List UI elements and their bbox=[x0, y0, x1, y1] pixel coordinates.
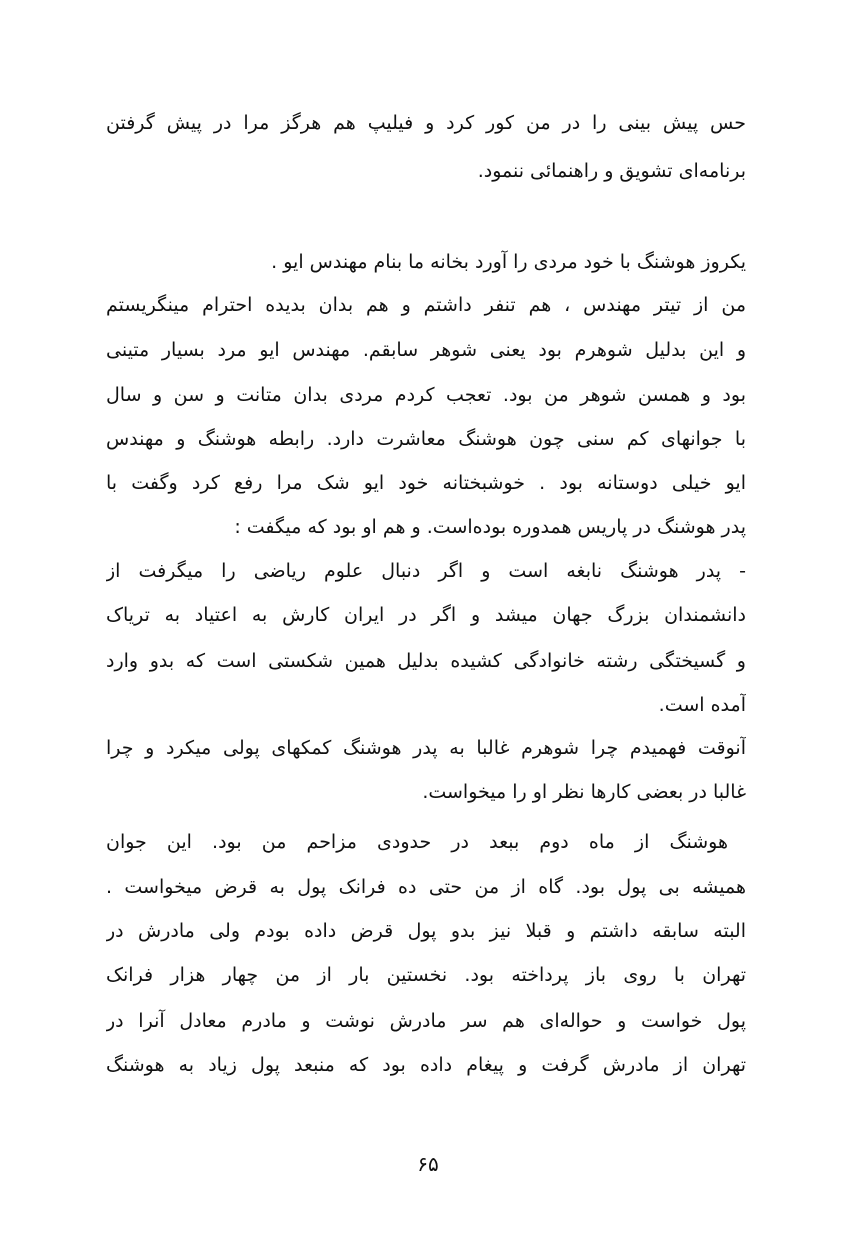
text-line: بود و همسن شوهر من بود. تعجب کردم مردی بدان متانت و سن و سال bbox=[106, 384, 746, 406]
text-line: حس پیش بینی را در من کور کرد و فیلیپ هم هرگز مرا در پیش گرفتن bbox=[106, 112, 746, 134]
text-line: دانشمندان بزرگ جهان میشد و اگر در ایران کارش به اعتیاد به تریاک bbox=[106, 604, 746, 626]
text-line: و گسیختگی رشته خانوادگی کشیده بدلیل همین شکستی است که بدو وارد bbox=[106, 650, 746, 672]
text-line: تهران با روی باز پرداخته بود. نخستین بار از من چهار هزار فرانک bbox=[106, 964, 746, 986]
text-line: آمده است. bbox=[658, 694, 746, 716]
text-line: من از تیتر مهندس ، هم تنفر داشتم و هم بدان بدیده احترام مینگریستم bbox=[106, 294, 746, 316]
text-line: برنامه‌ای تشویق و راهنمائی ننمود. bbox=[477, 160, 746, 182]
text-line: و این بدلیل شوهرم بود یعنی شوهر سابقم. مهندس ایو مرد بسیار متینی bbox=[106, 339, 746, 361]
text-line: با جوانهای کم سنی چون هوشنگ معاشرت دارد. رابطه هوشنگ و مهندس bbox=[106, 428, 746, 450]
text-line: تهران از مادرش گرفت و پیغام داده بود که منبعد پول زیاد به هوشنگ bbox=[106, 1054, 746, 1076]
text-line: - پدر هوشنگ نابغه است و اگر دنبال علوم ریاضی را میگرفت از bbox=[106, 560, 746, 582]
text-line: پدر هوشنگ در پاریس همدوره بوده‌است. و هم او بود که میگفت : bbox=[234, 516, 746, 538]
page-number: ۶۵ bbox=[417, 1152, 439, 1176]
text-line: غالبا در بعضی کارها نظر او را میخواست. bbox=[422, 781, 746, 803]
text-line: البته سابقه داشتم و قبلا نیز بدو پول قرض داده بودم ولی مادرش در bbox=[106, 920, 746, 942]
text-line: ایو خیلی دوستانه بود . خوشبختانه خود ایو شک مرا رفع کرد وگفت با bbox=[106, 472, 746, 494]
text-line: یکروز هوشنگ با خود مردی را آورد بخانه ما بنام مهندس ایو . bbox=[271, 251, 746, 273]
text-line: آنوقت فهمیدم چرا شوهرم غالبا به پدر هوشنگ کمکهای پولی میکرد و چرا bbox=[106, 737, 746, 759]
text-line: همیشه بی پول بود. گاه از من حتی ده فرانک پول به قرض میخواست . bbox=[106, 876, 746, 898]
text-line: پول خواست و حواله‌ای هم سر مادرش نوشت و مادرم معادل آنرا در bbox=[106, 1010, 746, 1032]
text-line: هوشنگ از ماه دوم ببعد در حدودی مزاحم من بود. این جوان bbox=[106, 831, 728, 853]
